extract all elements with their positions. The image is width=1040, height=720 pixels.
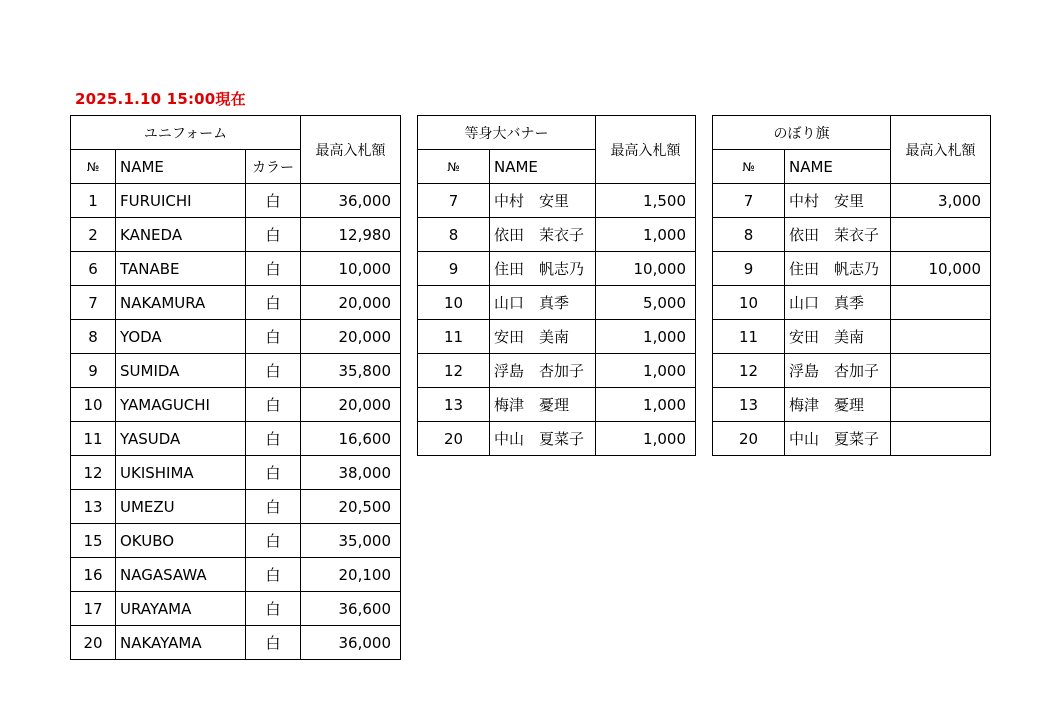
row-name: 安田 美南 <box>490 320 596 354</box>
row-name: FURUICHI <box>116 184 246 218</box>
row-no: 11 <box>418 320 490 354</box>
row-no: 10 <box>71 388 116 422</box>
row-name: 依田 茉衣子 <box>490 218 596 252</box>
row-color: 白 <box>246 218 301 252</box>
row-name: 山口 真季 <box>490 286 596 320</box>
flag-bid-header: 最高入札額 <box>891 116 991 184</box>
table-row <box>713 320 991 354</box>
table-row <box>71 286 401 320</box>
row-bid: 16,600 <box>301 422 401 456</box>
row-no: 8 <box>418 218 490 252</box>
row-no: 8 <box>71 320 116 354</box>
table-row <box>71 626 401 660</box>
row-bid: 10,000 <box>891 252 991 286</box>
table-row <box>418 354 696 388</box>
row-bid: 3,000 <box>891 184 991 218</box>
table-row <box>418 388 696 422</box>
row-no: 13 <box>713 388 785 422</box>
table-row <box>713 218 991 252</box>
table-row <box>713 422 991 456</box>
row-bid: 1,000 <box>596 354 696 388</box>
banner-title: 等身大バナー <box>418 116 596 150</box>
row-no: 9 <box>713 252 785 286</box>
row-name: 中村 安里 <box>785 184 891 218</box>
row-bid: 1,000 <box>596 218 696 252</box>
table-row <box>418 286 696 320</box>
row-name: 中山 夏菜子 <box>785 422 891 456</box>
row-name: 浮島 杏加子 <box>490 354 596 388</box>
uniform-color-header: カラー <box>246 150 301 184</box>
row-bid <box>891 286 991 320</box>
row-no: 17 <box>71 592 116 626</box>
row-bid: 1,500 <box>596 184 696 218</box>
row-no: 13 <box>418 388 490 422</box>
row-name: 依田 茉衣子 <box>785 218 891 252</box>
flag-name-header: NAME <box>785 150 891 184</box>
banner-table <box>417 115 696 456</box>
uniform-table <box>70 115 401 660</box>
row-name: 安田 美南 <box>785 320 891 354</box>
table-row <box>713 252 991 286</box>
table-row <box>713 388 991 422</box>
row-no: 10 <box>713 286 785 320</box>
table-row <box>71 218 401 252</box>
row-name: 中村 安里 <box>490 184 596 218</box>
row-bid: 10,000 <box>301 252 401 286</box>
row-bid: 35,000 <box>301 524 401 558</box>
table-row <box>71 456 401 490</box>
table-row <box>713 354 991 388</box>
row-name: TANABE <box>116 252 246 286</box>
table-row <box>71 388 401 422</box>
row-no: 7 <box>71 286 116 320</box>
row-name: NAKAYAMA <box>116 626 246 660</box>
flag-no-header: № <box>713 150 785 184</box>
row-color: 白 <box>246 558 301 592</box>
row-color: 白 <box>246 490 301 524</box>
table-row <box>71 252 401 286</box>
flag-table <box>712 115 991 456</box>
row-bid: 20,500 <box>301 490 401 524</box>
row-no: 8 <box>713 218 785 252</box>
row-color: 白 <box>246 388 301 422</box>
table-row <box>713 286 991 320</box>
row-bid: 1,000 <box>596 320 696 354</box>
uniform-no-header: № <box>71 150 116 184</box>
row-color: 白 <box>246 626 301 660</box>
row-no: 10 <box>418 286 490 320</box>
row-bid <box>891 422 991 456</box>
row-no: 6 <box>71 252 116 286</box>
uniform-title: ユニフォーム <box>71 116 301 150</box>
row-bid: 36,000 <box>301 184 401 218</box>
row-color: 白 <box>246 252 301 286</box>
row-no: 13 <box>71 490 116 524</box>
flag-title: のぼり旗 <box>713 116 891 150</box>
row-name: 中山 夏菜子 <box>490 422 596 456</box>
table-row <box>713 184 991 218</box>
row-name: NAGASAWA <box>116 558 246 592</box>
row-no: 2 <box>71 218 116 252</box>
row-color: 白 <box>246 286 301 320</box>
row-bid: 38,000 <box>301 456 401 490</box>
row-name: KANEDA <box>116 218 246 252</box>
table-row <box>418 184 696 218</box>
row-bid: 20,000 <box>301 388 401 422</box>
row-no: 12 <box>71 456 116 490</box>
row-name: 山口 真季 <box>785 286 891 320</box>
table-row <box>71 524 401 558</box>
row-bid: 1,000 <box>596 388 696 422</box>
row-name: UMEZU <box>116 490 246 524</box>
row-bid: 5,000 <box>596 286 696 320</box>
table-row <box>418 320 696 354</box>
banner-bid-header: 最高入札額 <box>596 116 696 184</box>
row-name: YAMAGUCHI <box>116 388 246 422</box>
row-no: 1 <box>71 184 116 218</box>
row-name: SUMIDA <box>116 354 246 388</box>
row-bid: 35,800 <box>301 354 401 388</box>
row-name: UKISHIMA <box>116 456 246 490</box>
row-bid: 1,000 <box>596 422 696 456</box>
row-bid: 20,000 <box>301 286 401 320</box>
row-no: 16 <box>71 558 116 592</box>
row-bid: 10,000 <box>596 252 696 286</box>
row-no: 12 <box>418 354 490 388</box>
row-bid <box>891 354 991 388</box>
uniform-bid-header: 最高入札額 <box>301 116 401 184</box>
row-name: OKUBO <box>116 524 246 558</box>
row-no: 20 <box>713 422 785 456</box>
row-bid: 20,100 <box>301 558 401 592</box>
uniform-name-header: NAME <box>116 150 246 184</box>
row-bid <box>891 218 991 252</box>
row-name: 住田 帆志乃 <box>785 252 891 286</box>
table-row <box>71 490 401 524</box>
row-no: 20 <box>418 422 490 456</box>
row-color: 白 <box>246 524 301 558</box>
table-row <box>418 252 696 286</box>
row-name: 梅津 憂理 <box>490 388 596 422</box>
row-color: 白 <box>246 184 301 218</box>
row-bid: 36,600 <box>301 592 401 626</box>
row-bid: 20,000 <box>301 320 401 354</box>
table-row <box>418 218 696 252</box>
row-no: 20 <box>71 626 116 660</box>
table-row <box>71 320 401 354</box>
table-row <box>418 422 696 456</box>
row-name: 浮島 杏加子 <box>785 354 891 388</box>
row-color: 白 <box>246 354 301 388</box>
row-no: 9 <box>71 354 116 388</box>
row-no: 15 <box>71 524 116 558</box>
table-row <box>71 354 401 388</box>
table-row <box>71 184 401 218</box>
row-color: 白 <box>246 456 301 490</box>
row-name: YODA <box>116 320 246 354</box>
table-row <box>71 422 401 456</box>
row-name: YASUDA <box>116 422 246 456</box>
row-name: 梅津 憂理 <box>785 388 891 422</box>
row-name: URAYAMA <box>116 592 246 626</box>
row-color: 白 <box>246 592 301 626</box>
row-no: 11 <box>713 320 785 354</box>
row-name: 住田 帆志乃 <box>490 252 596 286</box>
banner-no-header: № <box>418 150 490 184</box>
row-bid <box>891 388 991 422</box>
row-name: NAKAMURA <box>116 286 246 320</box>
table-row <box>71 592 401 626</box>
row-no: 11 <box>71 422 116 456</box>
row-no: 7 <box>713 184 785 218</box>
row-color: 白 <box>246 422 301 456</box>
row-no: 12 <box>713 354 785 388</box>
timestamp: 2025.1.10 15:00現在 <box>75 90 246 108</box>
row-bid: 12,980 <box>301 218 401 252</box>
row-bid: 36,000 <box>301 626 401 660</box>
row-no: 9 <box>418 252 490 286</box>
row-bid <box>891 320 991 354</box>
table-row <box>71 558 401 592</box>
row-no: 7 <box>418 184 490 218</box>
row-color: 白 <box>246 320 301 354</box>
banner-name-header: NAME <box>490 150 596 184</box>
